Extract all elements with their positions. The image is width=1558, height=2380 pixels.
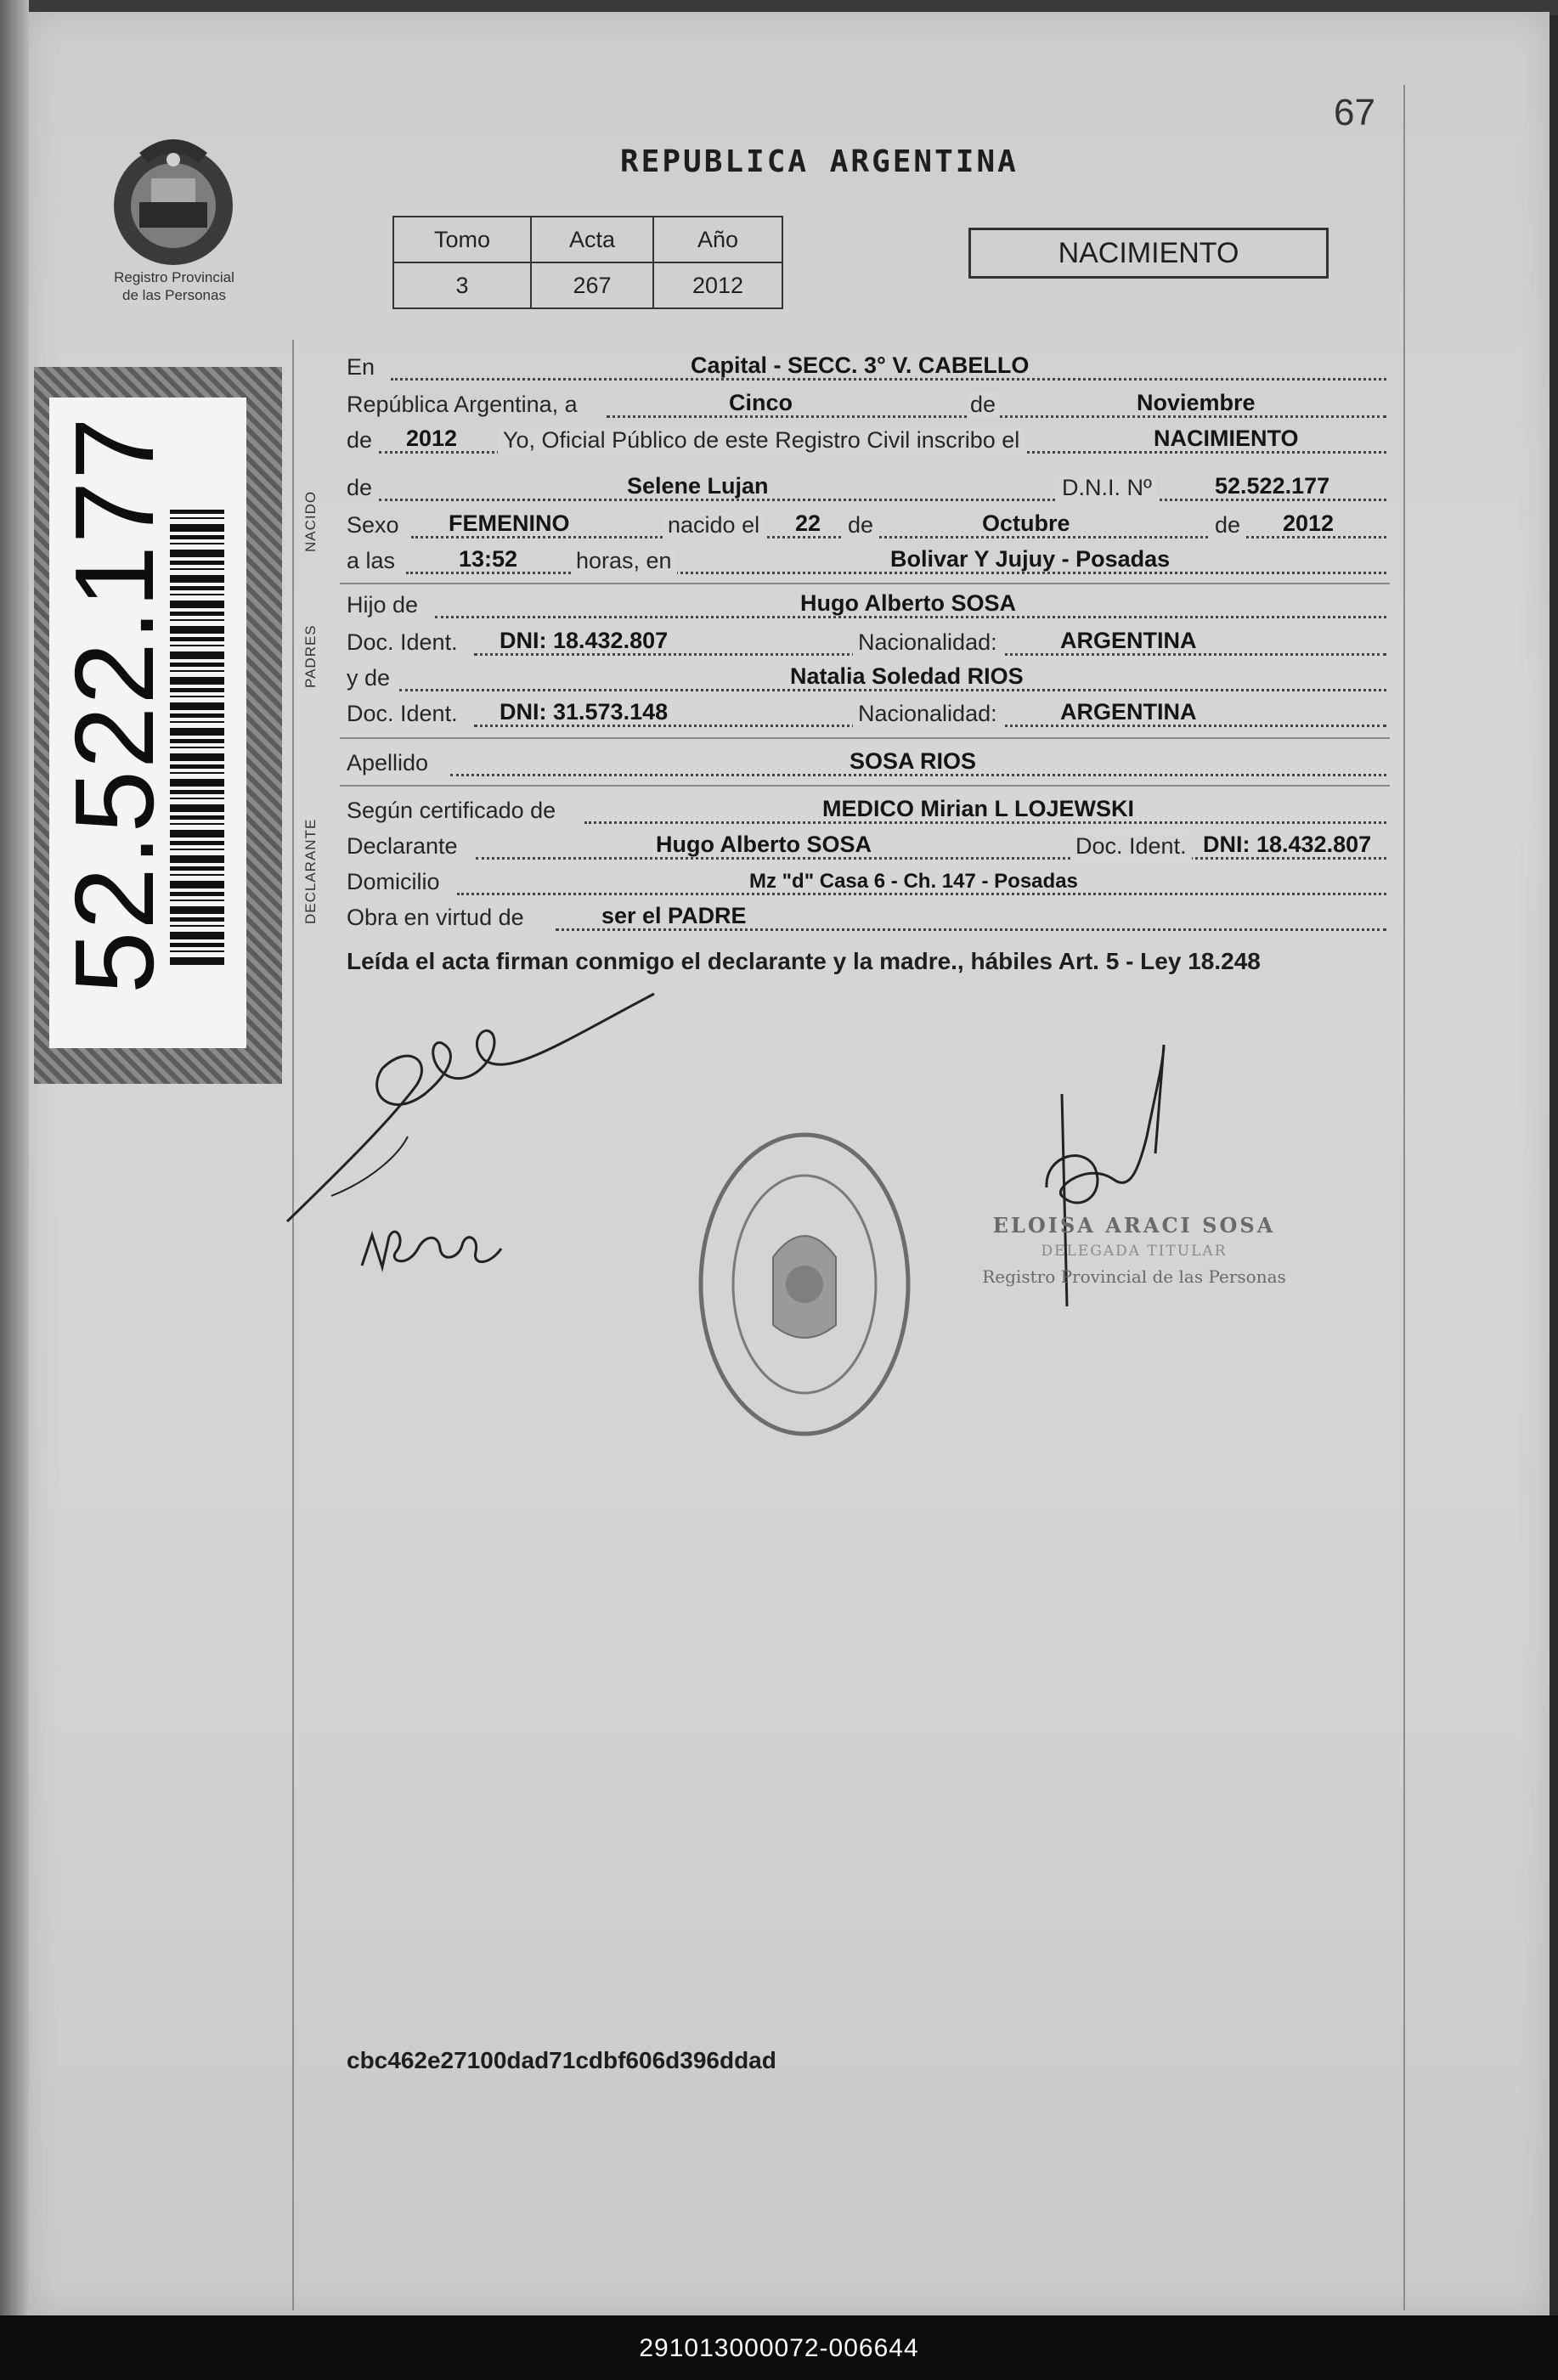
row-sexo — [347, 506, 1386, 540]
row-domicilio — [347, 863, 1386, 897]
value-madre-nacionalidad: ARGENTINA — [1060, 699, 1197, 725]
official-seal-icon — [697, 1130, 912, 1439]
row-obra-en-virtud — [347, 899, 1386, 933]
value-padre: Hugo Alberto SOSA — [800, 590, 1016, 616]
value-declarante-doc: DNI: 18.432.807 — [1203, 832, 1372, 857]
value-padre-doc: DNI: 18.432.807 — [500, 628, 669, 653]
footer-id: 291013000072-006644 — [639, 2334, 919, 2362]
row-fecha-inscripcion — [347, 386, 1386, 420]
row-y-de — [347, 659, 1386, 693]
row-lugar — [347, 348, 1386, 382]
province-coat-of-arms-icon — [99, 127, 248, 272]
side-label-padres: PADRES — [302, 624, 319, 688]
value-sexo: FEMENINO — [449, 510, 570, 536]
row-nombre — [347, 469, 1386, 503]
registry-value-tomo: 3 — [393, 262, 531, 308]
value-certificado: MEDICO Mirian L LOJEWSKI — [822, 796, 1135, 821]
label-de: de — [1210, 512, 1245, 539]
left-margin-rule — [292, 340, 294, 2310]
value-mes-nacimiento: Octubre — [982, 510, 1070, 536]
declarant-signature-icon — [280, 992, 663, 1230]
row-padre-doc — [347, 623, 1386, 657]
value-padre-nacionalidad: ARGENTINA — [1060, 628, 1197, 653]
label-de: de — [347, 427, 373, 453]
registry-logo-text — [85, 268, 263, 304]
label-domicilio: Domicilio — [347, 869, 440, 894]
value-domicilio: Mz "d" Casa 6 - Ch. 147 - Posadas — [749, 870, 1078, 893]
row-anio-inscripcion — [347, 421, 1386, 455]
label-y-de: y de — [347, 665, 391, 691]
label-de: de — [347, 475, 373, 500]
logo-text-line1: Registro Provincial — [114, 269, 234, 285]
label-doc-ident: Doc. Ident. — [1070, 833, 1192, 860]
label-doc-ident: Doc. Ident. — [347, 701, 458, 726]
page-number: 67 — [1334, 92, 1375, 133]
adjacent-page-edge — [0, 0, 29, 2344]
value-dni: 52.522.177 — [1215, 473, 1330, 499]
row-certificado — [347, 792, 1386, 826]
act-type-box: NACIMIENTO — [968, 228, 1329, 279]
value-madre: Natalia Soledad RIOS — [790, 663, 1024, 689]
value-anio-inscripcion: 2012 — [406, 426, 458, 451]
label-republica: República Argentina, a — [347, 392, 578, 417]
officer-office: Registro Provincial de las Personas — [982, 1266, 1286, 1287]
separator — [340, 737, 1390, 739]
mother-signature-icon — [357, 1215, 510, 1283]
label-a-las: a las — [347, 548, 396, 573]
closing-statement: Leída el acta firman conmigo el declarante y la madre., hábiles Art. 5 - Ley 18.248 — [347, 948, 1261, 974]
registry-header-anio: Año — [653, 217, 782, 262]
officer-name: ELOISA ARACI SOSA — [992, 1213, 1276, 1238]
label-segun-certificado: Según certificado de — [347, 798, 556, 823]
side-label-nacido: NACIDO — [302, 490, 319, 552]
row-hijo-de — [347, 586, 1386, 620]
label-nacionalidad: Nacionalidad: — [853, 701, 1002, 727]
label-nacionalidad: Nacionalidad: — [853, 629, 1002, 656]
registry-header-tomo: Tomo — [393, 217, 531, 262]
logo-text-line2: de las Personas — [122, 287, 226, 303]
label-hijo-de: Hijo de — [347, 592, 419, 618]
barcode-dni-number: 52.522.177 — [52, 415, 177, 994]
label-sexo: Sexo — [347, 512, 399, 538]
document-hash: cbc462e27100dad71cdbf606d396ddad — [347, 2047, 776, 2073]
registry-table — [392, 216, 783, 309]
side-label-declarante: DECLARANTE — [302, 818, 319, 924]
label-doc-ident: Doc. Ident. — [347, 629, 458, 655]
value-dia-inscripcion: Cinco — [729, 390, 793, 415]
value-tipo-inscripcion: NACIMIENTO — [1154, 426, 1299, 451]
label-nacido-el: nacido el — [663, 512, 765, 539]
value-dia-nacimiento: 22 — [795, 510, 821, 536]
label-en: En — [347, 354, 375, 380]
registry-value-anio: 2012 — [653, 262, 782, 308]
row-hora-lugar — [347, 542, 1386, 576]
label-declarante: Declarante — [347, 833, 458, 859]
value-lugar-nacimiento: Bolivar Y Jujuy - Posadas — [890, 546, 1171, 572]
label-yo-oficial: Yo, Oficial Público de este Registro Civil inscribo el — [498, 427, 1025, 454]
label-de: de — [967, 392, 999, 418]
value-declarante: Hugo Alberto SOSA — [656, 832, 872, 857]
value-hora: 13:52 — [459, 546, 518, 572]
label-horas-en: horas, en — [571, 548, 677, 574]
label-dni: D.N.I. Nº — [1057, 475, 1157, 501]
separator — [340, 785, 1390, 787]
registry-value-acta: 267 — [531, 262, 653, 308]
value-lugar: Capital - SECC. 3° V. CABELLO — [691, 352, 1030, 378]
value-obra-en-virtud: ser el PADRE — [601, 903, 747, 928]
value-anio-nacimiento: 2012 — [1283, 510, 1335, 536]
value-mes-inscripcion: Noviembre — [1137, 390, 1256, 415]
label-de: de — [843, 512, 878, 539]
value-nombre: Selene Lujan — [627, 473, 769, 499]
separator — [340, 583, 1390, 584]
row-declarante — [347, 827, 1386, 861]
value-apellido: SOSA RIOS — [850, 748, 977, 774]
officer-stamp — [977, 1213, 1291, 1287]
row-madre-doc — [347, 695, 1386, 729]
right-margin-rule — [1403, 85, 1405, 2310]
label-obra-en-virtud: Obra en virtud de — [347, 905, 524, 930]
label-apellido: Apellido — [347, 750, 429, 775]
row-apellido — [347, 744, 1386, 778]
officer-title: DELEGADA TITULAR — [1041, 1243, 1228, 1260]
registry-header-acta: Acta — [531, 217, 653, 262]
value-madre-doc: DNI: 31.573.148 — [500, 699, 669, 725]
footer-band — [0, 2315, 1558, 2380]
document-title: REPUBLICA ARGENTINA — [620, 144, 1019, 179]
